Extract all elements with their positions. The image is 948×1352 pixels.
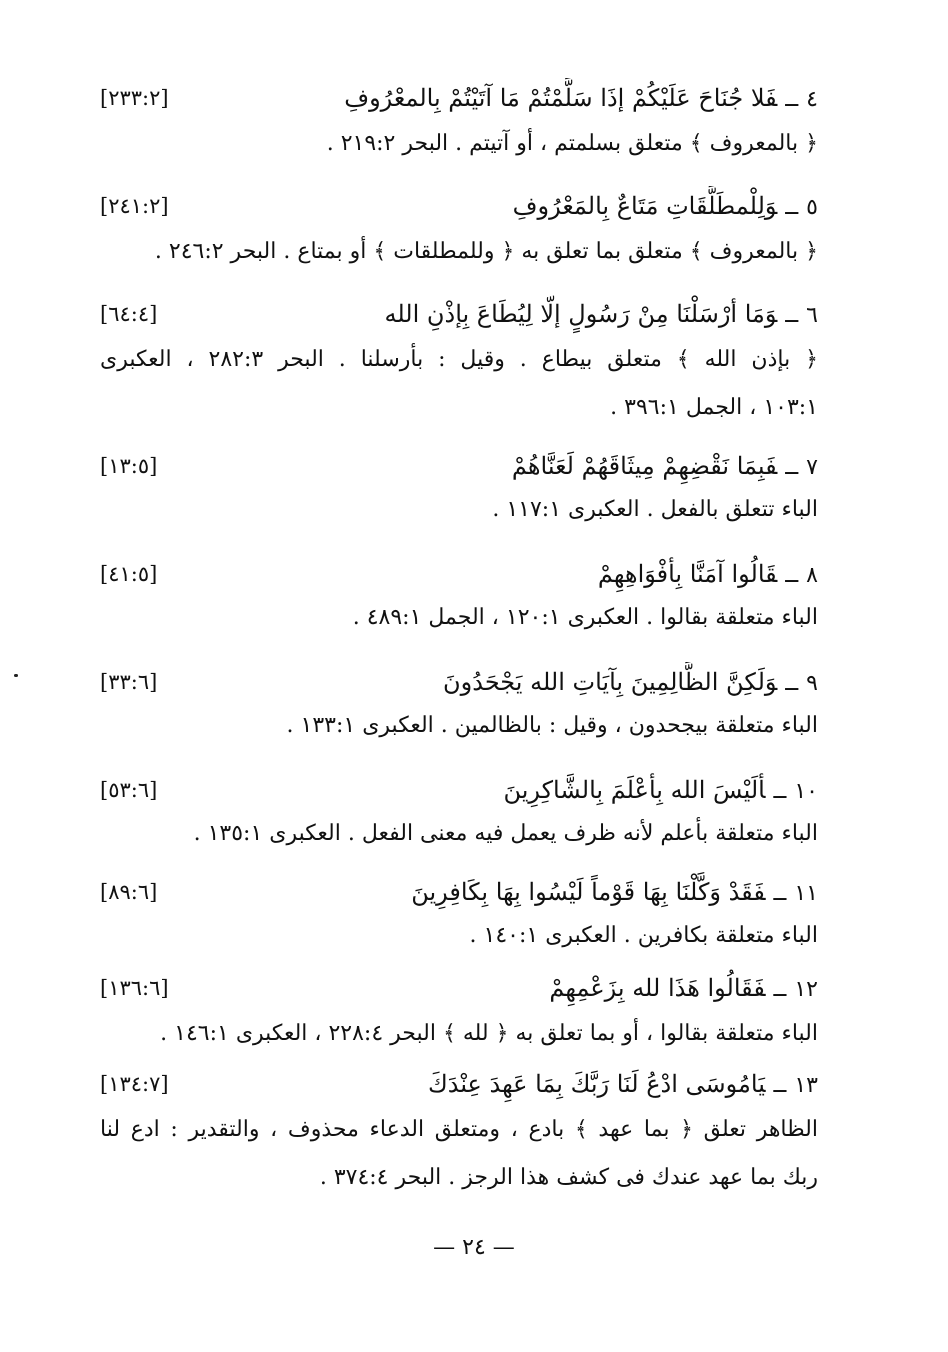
note-line: الباء متعلقة بأعلم لأنه ظرف يعمل فيه معنى الفعل . العكبرى ١٣٥:١ . <box>193 821 818 846</box>
note-line: الباء متعلقة بكافرين . العكبرى ١٤٠:١ . <box>469 923 818 948</box>
entry-number: ٨ <box>806 563 818 588</box>
note-line: ﴿ بالمعروف ﴾ متعلق بسلمتم ، أو آتيتم . البحر ٢١٩:٢ . <box>326 131 818 156</box>
verse-text: وَلَكِنَّ الظَّالِمِينَ بِآيَاتِ الله يَجْحَدُونَ <box>443 668 778 696</box>
dash: ــ <box>785 303 799 328</box>
note-line: ﴿ بالمعروف ﴾ متعلق بما تعلق به ﴿ وللمطلقات ﴾ أو بمتاع . البحر ٢٤٦:٢ . <box>154 239 818 264</box>
verse-text: فَقَدْ وَكَّلْنَا بِهَا قَوْماً لَيْسُوا بِهَا بِكَافِرِينَ <box>411 878 766 906</box>
verse-text: فَبِمَا نَقْضِهِمْ مِيثَاقَهُمْ لَعَنَّاهُمْ <box>511 452 778 480</box>
verse-line <box>100 294 818 334</box>
verse-reference: [٣٣:٦] <box>100 670 158 694</box>
entry-number: ١٢ <box>794 977 818 1002</box>
note-line: الباء متعلقة بقالوا ، أو بما تعلق به ﴿ لله ﴾ البحر ٢٢٨:٤ ، العكبرى ١٤٦:١ . <box>160 1021 818 1046</box>
verse-reference: [٨٩:٦] <box>100 880 158 904</box>
entry-number: ٩ <box>806 671 818 696</box>
verse-line <box>100 78 818 118</box>
verse-text: فَقَالُوا هَذَا لله بِزَعْمِهِمْ <box>549 974 766 1002</box>
entry-number: ١٣ <box>794 1073 818 1098</box>
note-line: الباء متعلقة بيجحدون ، وقيل : بالظالمين . العكبرى ١٣٣:١ . <box>286 713 818 738</box>
dash: ــ <box>785 87 799 112</box>
entry-number: ٤ <box>806 87 818 112</box>
scan-speck <box>14 674 18 677</box>
note-line: ﴿ بإذن الله ﴾ متعلق بيطاع . وقيل : بأرسلنا . البحر ٢٨٢:٣ ، العكبرى <box>100 347 818 372</box>
verse-reference: [٥٣:٦] <box>100 778 158 802</box>
verse-line <box>100 770 818 810</box>
verse-line <box>100 554 818 594</box>
note-line: ربك بما عهد عندك فى كشف هذا الرجز . البحر ٣٧٤:٤ . <box>319 1165 818 1190</box>
dash: ــ <box>785 195 799 220</box>
verse-text: وَلِلْمطَلَّقَاتِ مَتَاعٌ بِالمَعْرُوفِ <box>512 192 778 220</box>
verse-reference: [٢٤١:٢] <box>100 194 169 218</box>
entry-number: ١٠ <box>794 779 818 804</box>
note-line: ١٠٣:١ ، الجمل ٣٩٦:١ . <box>610 395 818 420</box>
note-line: الباء تتعلق بالفعل . العكبرى ١١٧:١ . <box>492 497 818 522</box>
verse-line <box>100 186 818 226</box>
verse-line <box>100 1064 818 1104</box>
entry-number: ٧ <box>806 455 818 480</box>
page-number: — ٢٤ — <box>433 1235 515 1260</box>
verse-text: ألَيْسَ الله بِأعْلَمَ بِالشَّاكِرِينَ <box>503 776 766 804</box>
dash: ــ <box>773 779 787 804</box>
entry-number: ٥ <box>806 195 818 220</box>
dash: ــ <box>773 977 787 1002</box>
verse-reference: [٤١:٥] <box>100 562 158 586</box>
verse-reference: [٦٤:٤] <box>100 302 158 326</box>
verse-reference: [١٣٦:٦] <box>100 976 169 1000</box>
verse-text: يَامُوسَى ادْعُ لَنَا رَبَّكَ بِمَا عَهِدَ عِنْدَكَ <box>427 1070 766 1098</box>
dash: ــ <box>773 1073 787 1098</box>
dash: ــ <box>785 563 799 588</box>
verse-line <box>100 872 818 912</box>
dash: ــ <box>785 671 799 696</box>
dash: ــ <box>773 881 787 906</box>
verse-reference: [٢٣٣:٢] <box>100 86 169 110</box>
dash: ــ <box>785 455 799 480</box>
verse-text: قَالُوا آمَنَّا بِأفْوَاهِهِمْ <box>597 560 778 588</box>
entry-number: ٦ <box>806 303 818 328</box>
note-line: الظاهر تعلق ﴿ بما عهد ﴾ بادع ، ومتعلق الدعاء محذوف ، والتقدير : ادع لنا <box>100 1117 818 1142</box>
entry-number: ١١ <box>794 881 818 906</box>
verse-line <box>100 662 818 702</box>
verse-reference: [١٣٤:٧] <box>100 1072 169 1096</box>
verse-line <box>100 968 818 1008</box>
verse-line <box>100 446 818 486</box>
verse-text: فَلا جُنَاحَ عَلَيْكُمْ إذَا سَلَّمْتُمْ مَا آتَيْتُمْ بِالمعْرُوفِ <box>344 84 778 112</box>
verse-text: وَمَا أرْسَلْنَا مِنْ رَسُولٍ إلّا لِيُطَاعَ بِإذْنِ الله <box>384 300 778 328</box>
note-line: الباء متعلقة بقالوا . العكبرى ١٢٠:١ ، الجمل ٤٨٩:١ . <box>352 605 818 630</box>
verse-reference: [١٣:٥] <box>100 454 158 478</box>
